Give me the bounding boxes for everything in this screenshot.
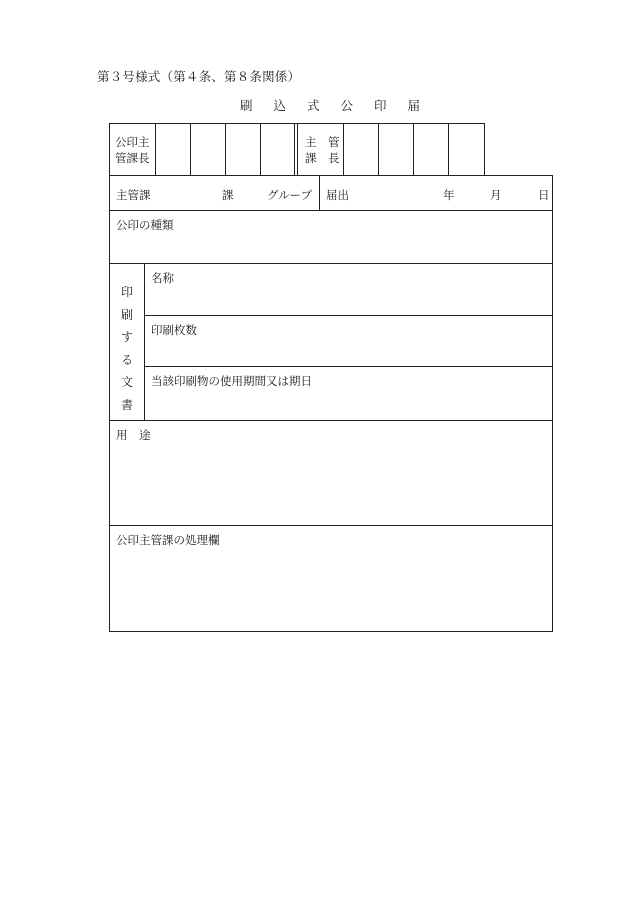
ka-label: 課 [222,188,234,202]
stamp-box[interactable] [344,124,379,175]
processing-label: 公印主管課の処理欄 [116,533,220,547]
dept-date-row [110,176,552,211]
dept-cell[interactable] [110,176,320,210]
seal-application-form [109,175,553,632]
seal-dept-head-label: 公印主 管課長 [110,124,156,175]
managing-dept-head-label: 主 管 課 長 [298,124,344,175]
side-char: 書 [120,397,133,412]
submit-date-cell[interactable] [320,176,552,210]
print-copies-label: 印刷枚数 [151,322,197,337]
year-label: 年 [443,188,455,202]
stamp-box[interactable] [226,124,261,175]
purpose-row[interactable] [110,421,552,526]
usage-period-label: 当該印刷物の使用期間又は期日 [151,374,312,389]
processing-row[interactable] [110,526,552,631]
title-char: 刷 [240,98,253,113]
seal-type-row[interactable] [110,211,552,264]
title-char: 印 [374,98,387,113]
title-char: 公 [340,98,354,113]
dept-label: 主管課 [116,188,151,202]
title-char: 込 [273,98,287,113]
stamp-box[interactable] [414,124,449,175]
stamp-box[interactable] [449,124,484,175]
side-char: る [120,352,133,367]
form-title [240,96,420,114]
side-char: 印 [120,285,133,299]
side-char: 刷 [120,307,133,322]
purpose-label: 用 途 [116,428,151,442]
printed-document-section [110,264,552,421]
group-label: グループ [267,188,313,202]
form-number: 第３号様式（第４条、第８条関係） [97,69,301,84]
approval-stamp-row [109,123,485,175]
print-copies-field[interactable] [145,316,552,368]
stamp-box[interactable] [261,124,295,175]
seal-type-label: 公印の種類 [116,218,174,232]
stamp-box[interactable] [379,124,414,175]
usage-period-field[interactable] [145,367,552,420]
side-char: す [120,330,133,344]
title-char: 式 [307,98,320,113]
document-name-field[interactable] [145,264,552,316]
day-label: 日 [538,188,550,202]
month-label: 月 [490,188,502,202]
submit-label: 届出 [326,188,349,202]
stamp-box[interactable] [156,124,191,175]
stamp-box[interactable] [191,124,226,175]
document-fields [145,264,552,420]
side-char: 文 [120,375,133,389]
title-char: 届 [407,98,421,113]
document-name-label: 名称 [151,271,174,285]
printed-document-side-label [110,264,145,420]
